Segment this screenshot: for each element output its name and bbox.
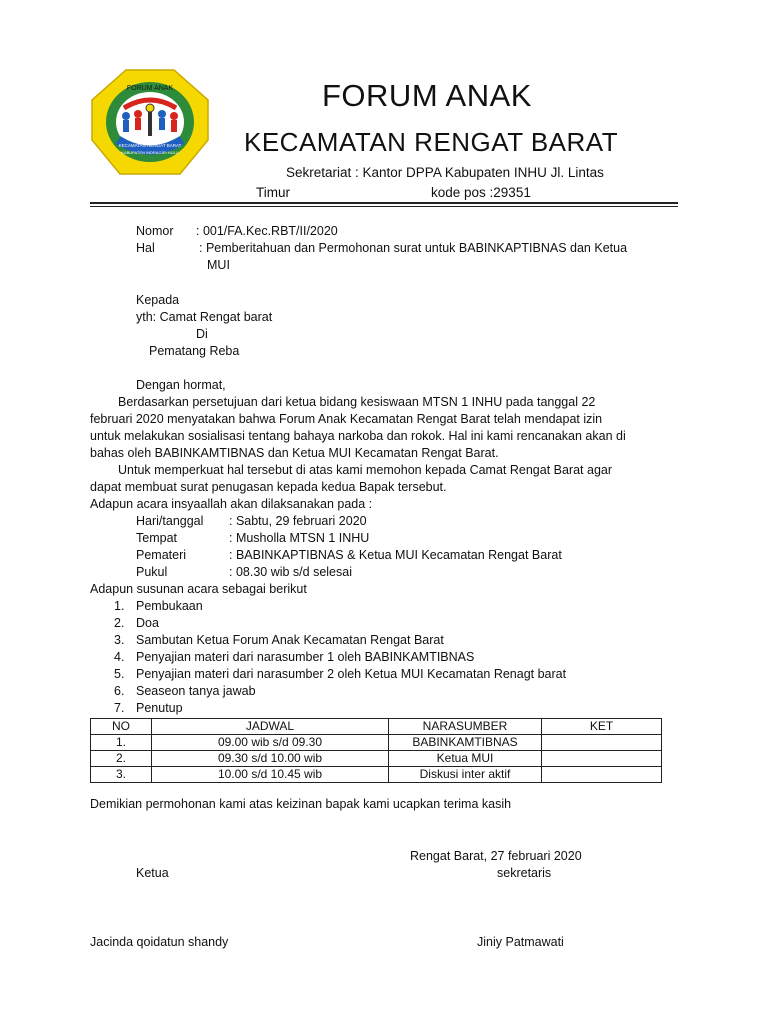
letterhead-subtitle: KECAMATAN RENGAT BARAT (244, 127, 619, 157)
paragraph-1-line: untuk melakukan sosialisasi tentang bahaya narkoba dan rokok. Hal ini kami rencanakan akan di (90, 429, 626, 443)
agenda-item: Penyajian materi dari narasumber 1 oleh BABINKAMTIBNAS (136, 650, 475, 664)
paragraph-2-line: dapat membuat surat penugasan kepada kedua Bapak tersebut. (90, 480, 447, 494)
detail-value: : 08.30 wib s/d selesai (229, 565, 352, 579)
ketua-name: Jacinda qoidatun shandy (90, 935, 229, 949)
nomor-value: : 001/FA.Kec.RBT/II/2020 (196, 224, 338, 238)
table-cell: 09.30 s/d 10.00 wib (152, 751, 389, 767)
table-header-row (91, 719, 662, 735)
susunan-intro: Adapun susunan acara sebagai berikut (90, 582, 307, 596)
table-cell: BABINKAMTIBNAS (389, 735, 542, 751)
table-header-cell: KET (542, 719, 662, 735)
agenda-item: Penutup (136, 701, 183, 715)
table-cell: Diskusi inter aktif (389, 767, 542, 783)
table-header-cell: NO (91, 719, 152, 735)
agenda-item: Pembukaan (136, 599, 203, 613)
logo-ring-text: FORUM ANAK (126, 85, 174, 92)
nomor-label: Nomor (136, 224, 174, 238)
sekretariat-line: Sekretariat : Kantor DPPA Kabupaten INHU Jl. Lintas (286, 165, 604, 180)
table-cell: 1. (91, 735, 152, 751)
detail-label: Hari/tanggal (136, 514, 204, 528)
table-header-cell: JADWAL (152, 719, 389, 735)
table-cell: 2. (91, 751, 152, 767)
hal-value-cont: MUI (207, 258, 230, 272)
table-row (91, 767, 662, 783)
detail-value: : Musholla MTSN 1 INHU (229, 531, 370, 545)
hal-label: Hal (136, 241, 155, 255)
paragraph-1-line: bahas oleh BABINKAMTIBNAS dan Ketua MUI Kecamatan Rengat Barat. (90, 446, 499, 460)
ketua-label: Ketua (136, 866, 169, 880)
paragraph-1-line: Berdasarkan persetujuan dari ketua bidang kesiswaan MTSN 1 INHU pada tanggal 22 (118, 395, 596, 409)
hal-value: : Pemberitahuan dan Permohonan surat untuk BABINKAPTIBNAS dan Ketua (199, 241, 628, 255)
greeting: Dengan hormat, (136, 378, 226, 392)
agenda-number: 6. (114, 684, 125, 698)
agenda-number: 7. (114, 701, 125, 715)
agenda-number: 1. (114, 599, 125, 613)
agenda-number: 4. (114, 650, 125, 664)
agenda-item: Doa (136, 616, 159, 630)
detail-label: Tempat (136, 531, 177, 545)
table-cell (542, 735, 662, 751)
paragraph-1-line: februari 2020 menyatakan bahwa Forum Anak Kecamatan Rengat Barat telah mendapat izin (90, 412, 603, 426)
table-cell (542, 751, 662, 767)
detail-value: : Sabtu, 29 februari 2020 (229, 514, 367, 528)
sekretaris-name: Jiniy Patmawati (477, 935, 564, 949)
letterhead-rule-thick (90, 202, 678, 204)
logo-band-text: KECAMATAN RENGAT BARAT (118, 143, 182, 148)
table-cell (542, 767, 662, 783)
agenda-item: Sambutan Ketua Forum Anak Kecamatan Rengat Barat (136, 633, 444, 647)
schedule-table (90, 718, 662, 783)
logo-band-text-2: KABUPATEN INDRAGIRI HULU (121, 150, 179, 155)
letterhead-rule-thin (90, 206, 678, 207)
agenda-number: 2. (114, 616, 125, 630)
agenda-item: Seaseon tanya jawab (136, 684, 256, 698)
sekretariat-kodepos: kode pos :29351 (431, 185, 531, 200)
paragraph-2-line: Untuk memperkuat hal tersebut di atas kami memohon kepada Camat Rengat Barat agar (118, 463, 613, 477)
closing-text: Demikian permohonan kami atas keizinan bapak kami ucapkan terima kasih (90, 797, 512, 811)
place-date: Rengat Barat, 27 februari 2020 (410, 849, 582, 863)
table-cell: 09.00 wib s/d 09.30 (152, 735, 389, 751)
table-row (91, 735, 662, 751)
acara-intro: Adapun acara insyaallah akan dilaksanakan pada : (90, 497, 373, 511)
detail-label: Pukul (136, 565, 168, 579)
table-row (91, 751, 662, 767)
agenda-number: 3. (114, 633, 125, 647)
sekretariat-timur: Timur (256, 185, 290, 200)
detail-label: Pemateri (136, 548, 187, 562)
kepada-label: Kepada (136, 293, 180, 307)
recipient-place: Pematang Reba (149, 344, 240, 358)
di-label: Di (196, 327, 208, 341)
table-cell: Ketua MUI (389, 751, 542, 767)
agenda-item: Penyajian materi dari narasumber 2 oleh Ketua MUI Kecamatan Renagt barat (136, 667, 567, 681)
table-cell: 10.00 s/d 10.45 wib (152, 767, 389, 783)
letterhead-title: FORUM ANAK (322, 78, 532, 113)
table-header-cell: NARASUMBER (389, 719, 542, 735)
sekretaris-label: sekretaris (497, 866, 552, 880)
agenda-number: 5. (114, 667, 125, 681)
table-cell: 3. (91, 767, 152, 783)
recipient: yth: Camat Rengat barat (136, 310, 273, 324)
forum-anak-logo (88, 68, 212, 178)
detail-value: : BABINKAPTIBNAS & Ketua MUI Kecamatan Rengat Barat (229, 548, 562, 562)
